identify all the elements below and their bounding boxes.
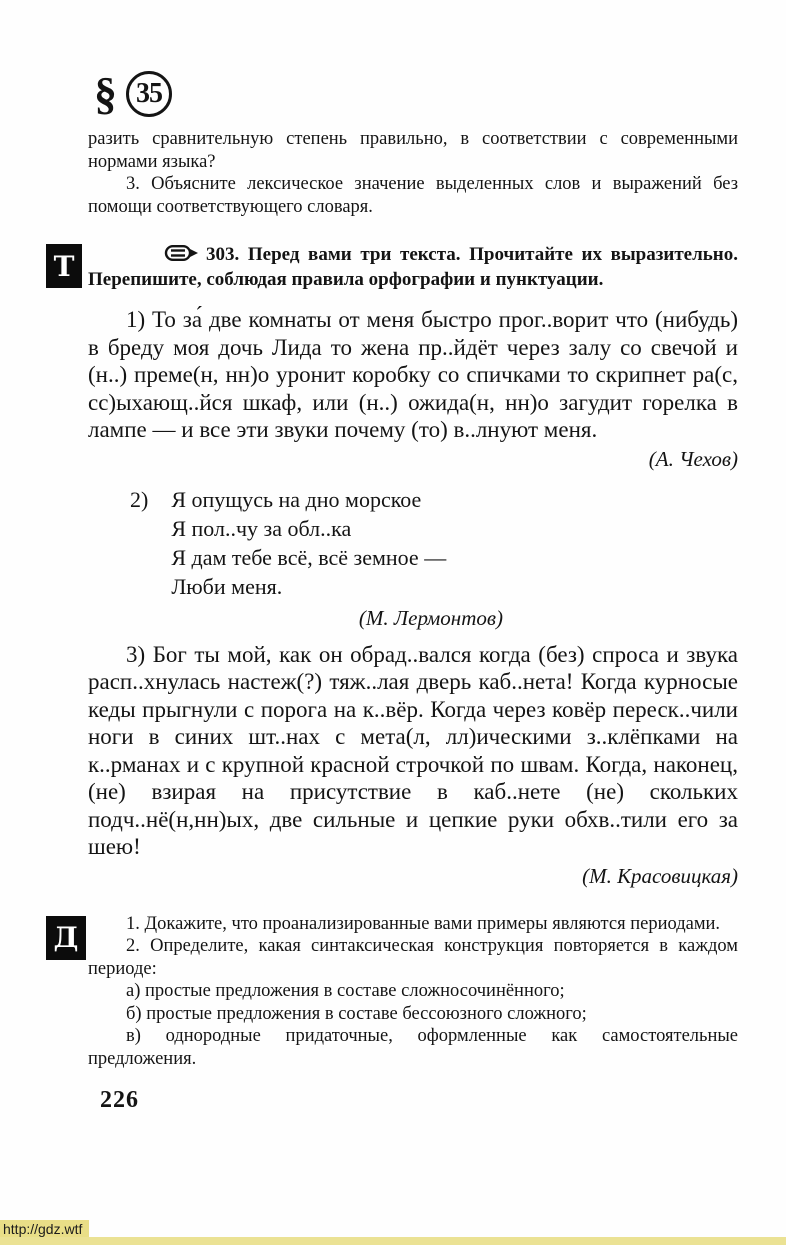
margin-letter-t: Т [53,249,75,283]
poem-lines [171,485,446,601]
text-1-body: 1) То за́ две комнаты от меня быстро прог..ворит что (нибудь) в бреду моя дочь Лида то жена пр..йдёт через залу со свечой и (н..) преме(н, нн)о уронит коробку со спичками то скрипнет ра(с, сс)ыхающ..йся шкаф, или (н..) ожида(н, нн)о загудит горелка в лампе — и все эти звуки почему (то) в..лнуют меня. [88,307,738,442]
task-subitem-a: а) простые предложения в составе сложносочинённого; [126,981,565,1001]
margin-marker-d [46,916,86,960]
text-2-attribution: (М. Лермонтов) [358,605,503,630]
section-symbol: § [94,68,117,119]
margin-marker-t [46,244,82,288]
margin-letter-d: Д [53,921,79,954]
scroll-icon [126,243,200,269]
task-subitem-b: б) простые предложения в составе бессоюзного сложного; [126,1003,587,1024]
section-number: 35 [136,78,162,109]
section-heading [94,70,738,118]
text-3-body: 3) Бог ты мой, как он обрад..вался когда (без) спроса и звука расп..хнулась настеж(?) тяж..лая дверь каб..нета! Когда курносые кеды прыгнули с порога на к..вёр. Когда через ковёр переск..чили ноги в синих шт..нах с мета(л, лл)ическими з..клёпками на к..рманах и с крупной красной строчкой по швам. Когда, наконец, (не) взирая на присутствие в каб..нете (не) скольких подч..нё(н,нн)ых, две сильные и цепкие руки обхв..тили его за шею! [88,641,738,859]
text-1-attribution: (А. Чехов) [648,446,738,471]
watermark-url: http://gdz.wtf [0,1220,89,1239]
task-item-1: 1. Докажите, что проанализированные вами примеры являются периодами. [126,913,721,934]
analysis-tasks-block [53,913,738,1071]
text-3-attribution: (М. Красовицкая) [582,863,738,888]
poem-line-2: Я пол..чу за обл..ка [171,515,352,541]
section-number-badge [126,71,172,117]
page-content [53,68,739,1114]
poem-line-3: Я дам тебе всё, всё земное — [171,544,447,570]
text-2-number: 2) [130,486,149,512]
poem-line-4: Люби меня. [171,573,283,599]
bottom-edge-strip [0,1237,786,1245]
poem-line-1: Я опущусь на дно морское [171,486,422,512]
page-number: 226 [100,1087,139,1113]
text-2-poem [130,485,738,601]
intro-task-3: 3. Объясните лексическое значение выделенных слов и выражений без помощи соответствующего словаря. [88,174,738,217]
task-subitem-v: в) однородные придаточные, оформленные как самостоятельные предложения. [88,1026,738,1069]
exercise-number: 303. [206,244,240,265]
exercise-303-header [53,243,739,291]
intro-continuation-text: разить сравнительную степень правильно, в соответствии с современными нормами языка? [88,129,738,172]
exercise-instruction: Перед вами три текста. Прочитайте их выразительно. Перепишите, соблюдая правила орфографии и пунктуации. [88,244,739,290]
task-item-2: 2. Определите, какая синтаксическая конструкция повторяется в каждом периоде: [88,936,738,979]
exercise-instruction-paragraph [88,243,738,291]
